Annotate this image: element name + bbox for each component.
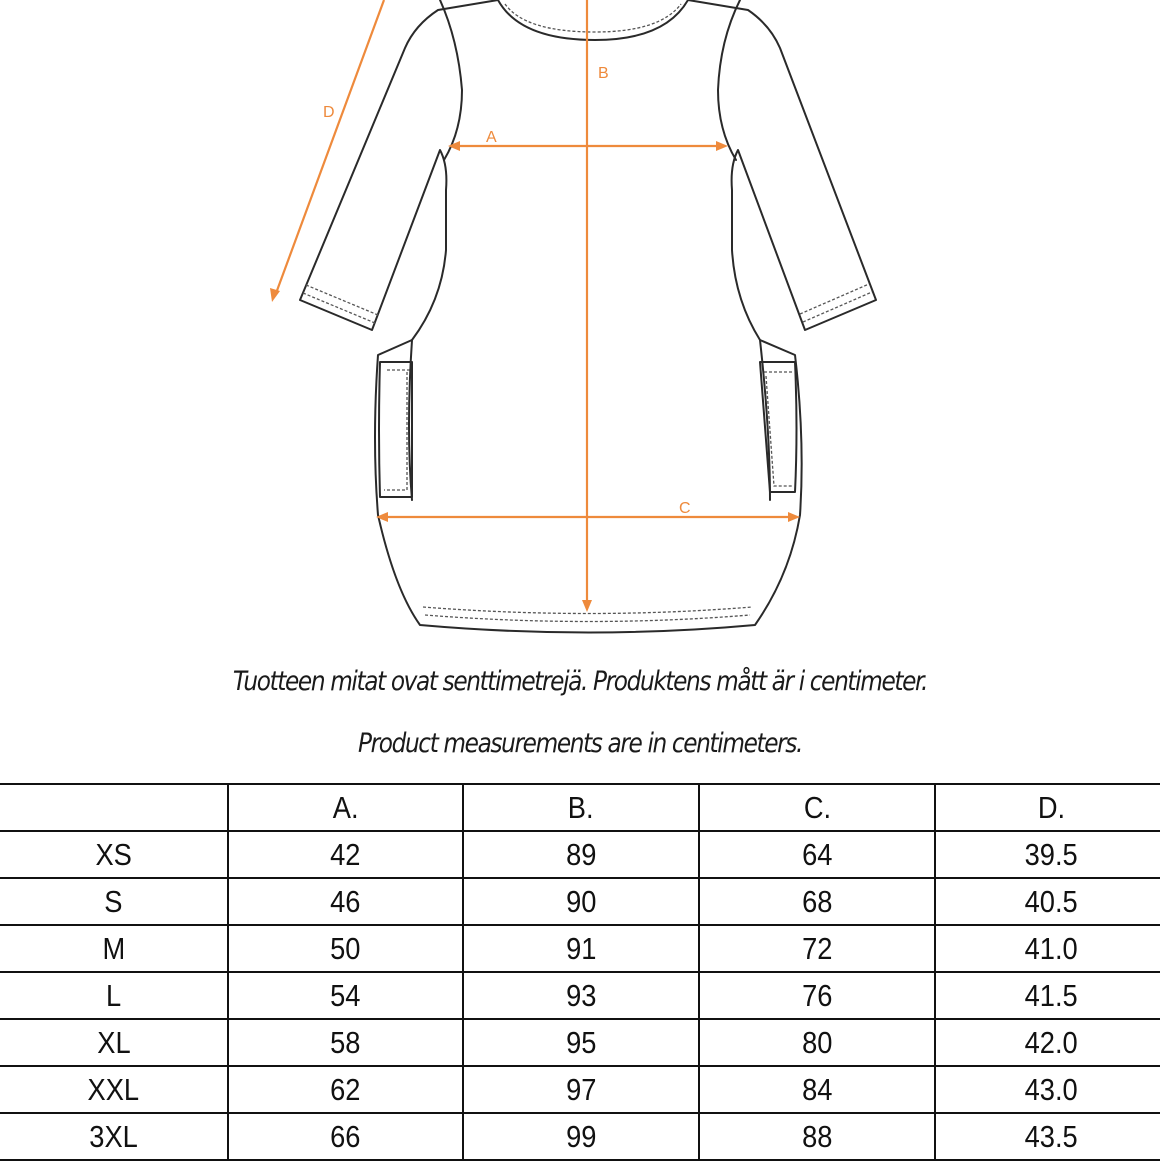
size-label-cell: S [0, 878, 228, 925]
size-chart-table [0, 783, 1160, 1161]
label-c: C [679, 500, 691, 517]
header-cell-a: A. [228, 784, 463, 831]
measurement-cell: 66 [228, 1113, 463, 1160]
table-row [0, 1066, 1160, 1113]
measurement-cell: 41.5 [935, 972, 1160, 1019]
measurement-cell: 58 [228, 1019, 463, 1066]
measure-d-line [275, 0, 384, 296]
measurement-cell: 90 [463, 878, 699, 925]
measurement-cell: 84 [699, 1066, 935, 1113]
measurement-cell: 42.0 [935, 1019, 1160, 1066]
size-label-cell: XS [0, 831, 228, 878]
measurement-cell: 80 [699, 1019, 935, 1066]
label-b: B [598, 65, 609, 82]
header-cell-size [0, 784, 228, 831]
measurement-cell: 46 [228, 878, 463, 925]
measurement-cell: 76 [699, 972, 935, 1019]
header-cell-b: B. [463, 784, 699, 831]
measurement-cell: 93 [463, 972, 699, 1019]
measurement-cell: 41.0 [935, 925, 1160, 972]
measurement-cell: 40.5 [935, 878, 1160, 925]
measurement-cell: 97 [463, 1066, 699, 1113]
measurement-cell: 42 [228, 831, 463, 878]
size-label-cell: XXL [0, 1066, 228, 1113]
measurement-lines [270, 0, 800, 612]
size-label-cell: XL [0, 1019, 228, 1066]
size-label-cell: 3XL [0, 1113, 228, 1160]
label-a: A [486, 129, 497, 146]
measurement-cell: 50 [228, 925, 463, 972]
measurement-cell: 54 [228, 972, 463, 1019]
measurement-cell: 95 [463, 1019, 699, 1066]
measurement-cell: 89 [463, 831, 699, 878]
table-row [0, 831, 1160, 878]
measurement-cell: 39.5 [935, 831, 1160, 878]
measurement-cell: 43.5 [935, 1113, 1160, 1160]
header-cell-c: C. [699, 784, 935, 831]
label-d: D [323, 104, 335, 121]
measurement-cell: 72 [699, 925, 935, 972]
size-label-cell: L [0, 972, 228, 1019]
table-row [0, 972, 1160, 1019]
measurement-cell: 99 [463, 1113, 699, 1160]
table-header-row [0, 784, 1160, 831]
header-cell-d: D. [935, 784, 1160, 831]
size-label-cell: M [0, 925, 228, 972]
measurement-cell: 88 [699, 1113, 935, 1160]
caption-finnish-swedish: Tuotteen mitat ovat senttimetrejä. Produktens mått är i centimeter. [232, 666, 928, 697]
measurement-cell: 68 [699, 878, 935, 925]
table-row [0, 1019, 1160, 1066]
measurement-cell: 64 [699, 831, 935, 878]
measurement-cell: 43.0 [935, 1066, 1160, 1113]
table-row [0, 878, 1160, 925]
table-row [0, 925, 1160, 972]
measurement-cell: 91 [463, 925, 699, 972]
measurement-cell: 62 [228, 1066, 463, 1113]
table-row [0, 1113, 1160, 1160]
caption-english: Product measurements are in centimeters. [357, 728, 803, 759]
